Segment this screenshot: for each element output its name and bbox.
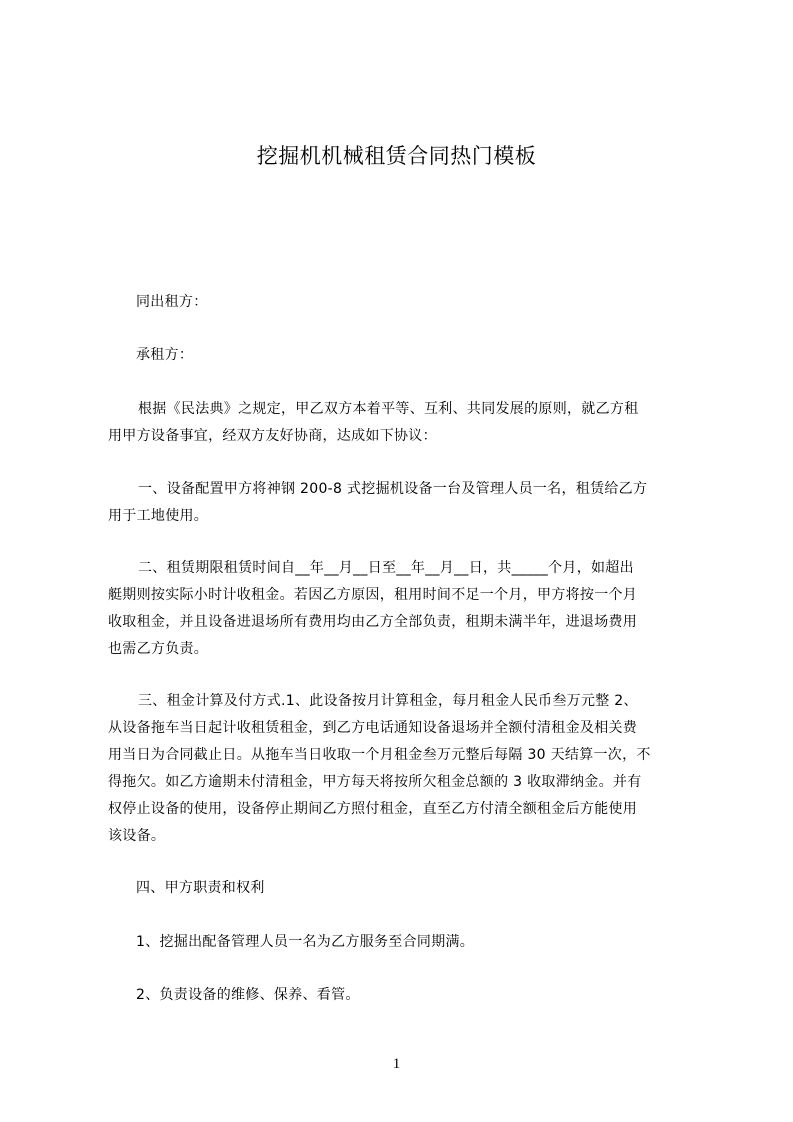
document-title: 挖掘机机械租赁合同热门模板 xyxy=(256,144,537,168)
intro-line-1: 根据《民法典》之规定，甲乙双方本着平等、互利、共同发展的原则，就乙方租 xyxy=(138,401,639,417)
clause4-heading: 四、甲方职责和权利 xyxy=(136,880,265,896)
clause3-line-1: 三、租金计算及付方式.1、此设备按月计算租金，每月租金人民币叁万元整 2、 xyxy=(138,693,638,709)
clause3-line-3: 用当日为合同截止日。从拖车当日收取一个月租金叁万元整后每隔 30 天结算一次，不 xyxy=(108,747,651,763)
clause4-item-2: 2、负责设备的维修、保养、看管。 xyxy=(136,987,360,1003)
clause3-line-6: 该设备。 xyxy=(108,828,166,844)
intro-line-2: 用甲方设备事宜，经双方友好协商，达成如下协议： xyxy=(108,428,437,444)
clause1-line-1: 一、设备配置甲方将神钢 200-8 式挖掘机设备一台及管理人员一名，租赁给乙方 xyxy=(138,481,648,497)
clause3-line-4: 得拖欠。如乙方逾期未付清租金，甲方每天将按所欠租金总额的 3 收取滞纳金。并有 xyxy=(108,774,642,790)
page-number: 1 xyxy=(392,1056,401,1072)
clause3-line-5: 权停止设备的使用，设备停止期间乙方照付租金，直至乙方付清全额租金后方能使用 xyxy=(108,801,638,817)
clause3-line-2: 从设备拖车当日起计收租赁租金，到乙方电话通知设备退场并全额付清租金及相关费 xyxy=(108,720,638,736)
lessee-label: 承租方： xyxy=(136,347,194,363)
clause4-item-1: 1、挖掘出配备管理人员一名为乙方服务至合同期满。 xyxy=(136,934,475,950)
clause2-line-2: 艇期则按实际小时计收租金。若因乙方原因，租用时间不足一个月，甲方将按一个月 xyxy=(108,587,638,603)
lessor-label: 同出租方： xyxy=(136,294,208,310)
clause1-line-2: 用于工地使用。 xyxy=(108,508,209,524)
clause2-line-3: 收取租金，并且设备进退场所有费用均由乙方全部负责，租期未满半年，进退场费用 xyxy=(108,614,638,630)
clause2-line-1: 二、租赁期限租赁时间自__年__月__日至__年__月__日，共_____个月，如超出 xyxy=(138,560,634,576)
clause2-line-4: 也需乙方负责。 xyxy=(108,641,209,657)
